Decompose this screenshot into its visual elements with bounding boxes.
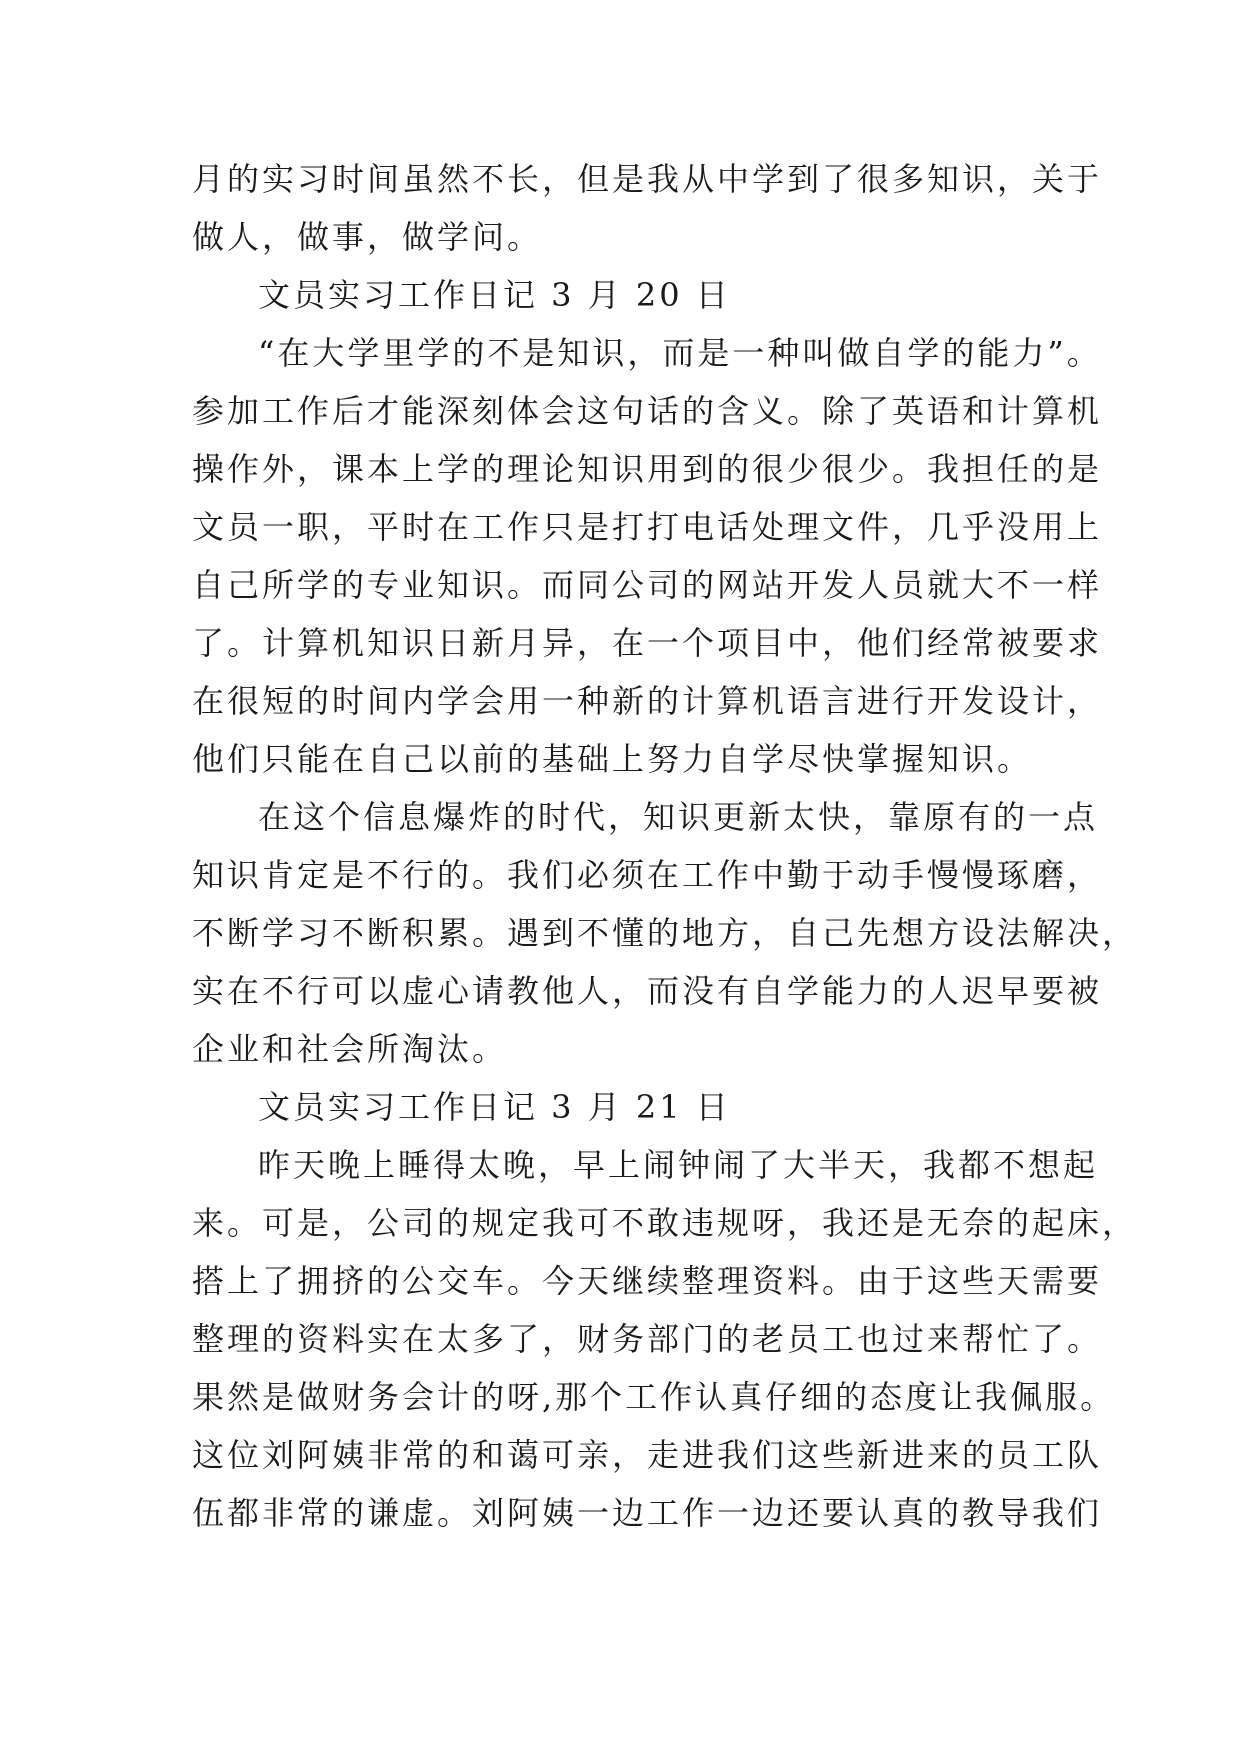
- text-line: 这位刘阿姨非常的和蔼可亲，走进我们这些新进来的员工队: [192, 1436, 1103, 1474]
- text-line: 操作外，课本上学的理论知识用到的很少很少。我担任的是: [192, 450, 1103, 488]
- text-line: 做人，做事，做学问。: [192, 218, 543, 256]
- paragraph-start: 在这个信息爆炸的时代，知识更新太快，靠原有的一点: [258, 798, 1099, 836]
- text-line: 他们只能在自己以前的基础上努力自学尽快掌握知识。: [192, 740, 1033, 778]
- text-line: 实在不行可以虚心请教他人，而没有自学能力的人迟早要被: [192, 972, 1103, 1010]
- document-body: [192, 150, 1138, 1542]
- text-line: 搭上了拥挤的公交车。今天继续整理资料。由于这些天需要: [192, 1262, 1103, 1300]
- text-line: 整理的资料实在太多了，财务部门的老员工也过来帮忙了。: [192, 1320, 1103, 1358]
- text-line: 文员一职，平时在工作只是打打电话处理文件，几乎没用上: [192, 508, 1103, 546]
- text-line: 来。可是，公司的规定我可不敢违规呀，我还是无奈的起床，: [192, 1204, 1138, 1242]
- text-line: 企业和社会所淘汰。: [192, 1030, 508, 1068]
- text-line: 果然是做财务会计的呀,那个工作认真仔细的态度让我佩服。: [192, 1378, 1116, 1416]
- text-line: 知识肯定是不行的。我们必须在工作中勤于动手慢慢琢磨，: [192, 856, 1103, 894]
- paragraph-start: 昨天晚上睡得太晚，早上闹钟闹了大半天，我都不想起: [258, 1146, 1099, 1184]
- text-line: 参加工作后才能深刻体会这句话的含义。除了英语和计算机: [192, 392, 1103, 430]
- text-line: 月的实习时间虽然不长，但是我从中学到了很多知识，关于: [192, 160, 1103, 198]
- paragraph-start: “在大学里学的不是知识，而是一种叫做自学的能力”。: [258, 334, 1102, 372]
- text-line: 不断学习不断积累。遇到不懂的地方，自己先想方设法解决，: [192, 914, 1138, 952]
- text-line: 了。计算机知识日新月异，在一个项目中，他们经常被要求: [192, 624, 1103, 662]
- text-line: 在很短的时间内学会用一种新的计算机语言进行开发设计，: [192, 682, 1103, 720]
- diary-heading-march-20: 文员实习工作日记 3 月 20 日: [258, 276, 731, 314]
- diary-heading-march-21: 文员实习工作日记 3 月 21 日: [258, 1088, 731, 1126]
- text-line: 伍都非常的谦虚。刘阿姨一边工作一边还要认真的教导我们: [192, 1494, 1103, 1532]
- text-line: 自己所学的专业知识。而同公司的网站开发人员就大不一样: [192, 566, 1103, 604]
